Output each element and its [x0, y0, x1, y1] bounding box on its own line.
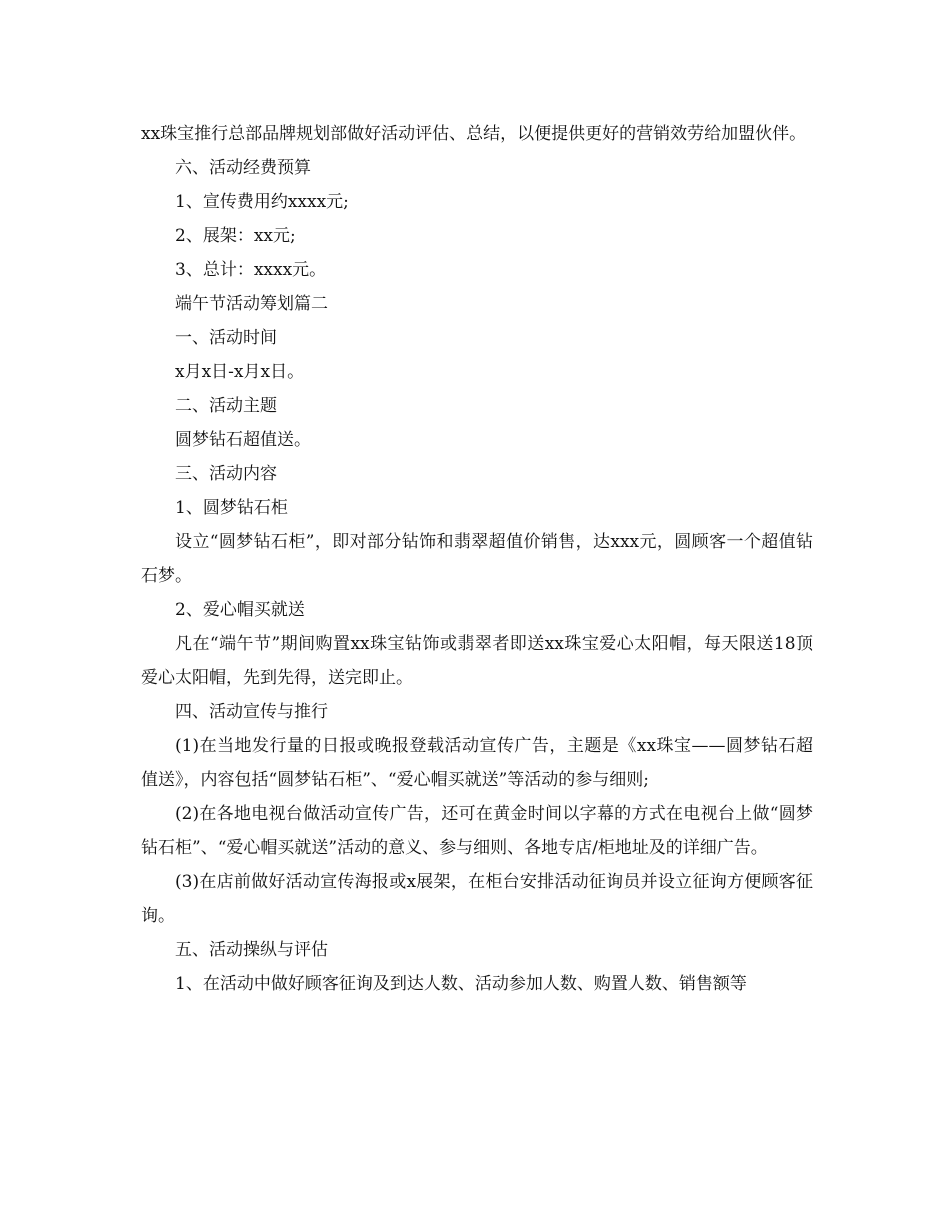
section-heading-promotion: 四、活动宣传与推行	[175, 702, 328, 722]
section-heading-theme: 二、活动主题	[175, 396, 277, 416]
paragraph: 凡在“端午节”期间购置xx珠宝钻饰或翡翠者即送xx珠宝爱心太阳帽，每天限送18顶爱心太阳帽，先到先得，送完即止。	[141, 634, 813, 688]
chapter-title: 端午节活动筹划篇二	[175, 294, 328, 314]
section-heading-budget: 六、活动经费预算	[175, 158, 311, 178]
paragraph: (3)在店前做好活动宣传海报或x展架，在柜台安排活动征询员并设立征询方便顾客征询。	[141, 872, 813, 926]
paragraph: xx珠宝推行总部品牌规划部做好活动评估、总结，以便提供更好的营销效劳给加盟伙伴。	[141, 124, 807, 144]
section-heading-content: 三、活动内容	[175, 464, 277, 484]
list-item: 1、圆梦钻石柜	[175, 498, 288, 518]
section-heading-control: 五、活动操纵与评估	[175, 940, 328, 960]
paragraph: (1)在当地发行量的日报或晚报登载活动宣传广告，主题是《xx珠宝——圆梦钻石超值送》，内容包括“圆梦钻石柜”、“爱心帽买就送”等活动的参与细则;	[141, 736, 813, 790]
list-item: 1、宣传费用约xxxx元;	[175, 192, 349, 212]
paragraph: 圆梦钻石超值送。	[175, 430, 311, 450]
section-heading-time: 一、活动时间	[175, 328, 277, 348]
document-body	[141, 117, 813, 1001]
list-item: 2、展架：xx元;	[175, 226, 296, 246]
paragraph: 设立“圆梦钻石柜”，即对部分钻饰和翡翠超值价销售，达xxx元，圆顾客一个超值钻石梦。	[141, 532, 813, 586]
paragraph: x月x日-x月x日。	[175, 362, 305, 382]
paragraph: 1、在活动中做好顾客征询及到达人数、活动参加人数、购置人数、销售额等	[175, 974, 747, 994]
list-item: 2、爱心帽买就送	[175, 600, 305, 620]
list-item: 3、总计：xxxx元。	[175, 260, 327, 280]
paragraph: (2)在各地电视台做活动宣传广告，还可在黄金时间以字幕的方式在电视台上做“圆梦钻石柜”、“爱心帽买就送”活动的意义、参与细则、各地专店/柜地址及的详细广告。	[141, 804, 813, 858]
